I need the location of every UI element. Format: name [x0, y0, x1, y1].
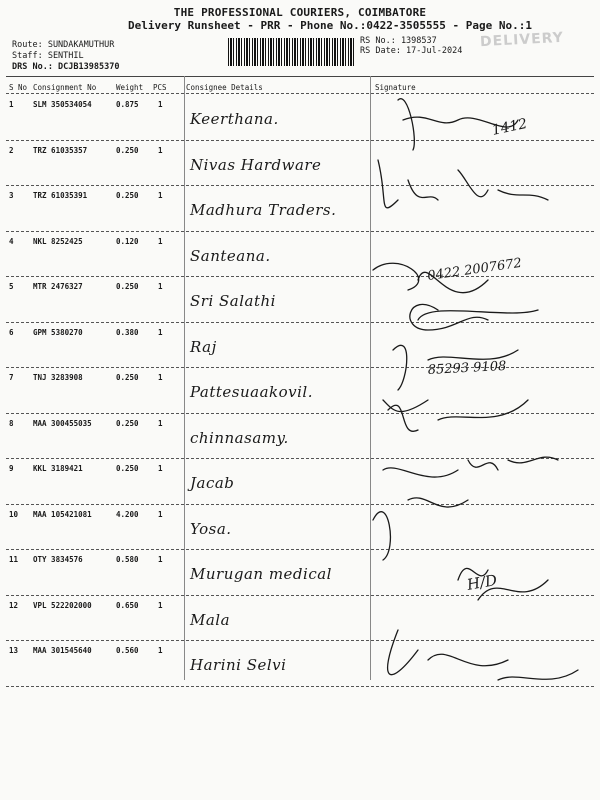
- route-field: Route: SUNDAKAMUTHUR: [12, 40, 115, 50]
- row-sno: 9: [9, 464, 14, 473]
- row-consignment-no: TRZ 61035357: [33, 145, 88, 155]
- row-sno: 4: [9, 236, 14, 246]
- row-pcs: 1: [158, 646, 163, 655]
- row-sno: 11: [9, 555, 19, 564]
- row-consignment-no: MAA 300455035: [33, 418, 92, 428]
- row-consignee: Murugan medical: [190, 565, 332, 583]
- row-weight: 0.250: [116, 373, 139, 382]
- row-sno: 8: [9, 418, 14, 428]
- row-consignment-no: GPM 5380270: [33, 327, 83, 337]
- row-pcs: 1: [158, 145, 163, 155]
- row-pcs: 1: [158, 418, 163, 428]
- staff-field: Staff: SENTHIL: [12, 51, 84, 61]
- row-consignment-no: MAA 105421081: [33, 509, 92, 519]
- row-consignee: chinnasamy.: [190, 428, 289, 447]
- row-weight: 0.250: [116, 145, 139, 155]
- row-sno: 7: [9, 373, 14, 382]
- row-pcs: 1: [158, 100, 163, 109]
- row-pcs: 1: [158, 373, 163, 382]
- row-pcs: 1: [158, 555, 163, 564]
- delivery-stamp: DELIVERY: [479, 29, 565, 51]
- col-header-sno: S No: [9, 83, 28, 92]
- row-sno: 10: [9, 509, 19, 519]
- row-consignment-no: NKL 8252425: [33, 236, 83, 246]
- row-consignment-no: SLM 350534054: [33, 100, 92, 109]
- row-pcs: 1: [158, 191, 163, 200]
- drs-number: DRS No.: DCJB13985370: [12, 62, 120, 72]
- row-weight: 0.250: [116, 282, 139, 291]
- row-consignee: Santeana.: [190, 246, 271, 265]
- row-consignee: Raj: [190, 337, 217, 356]
- row-consignee: Jacab: [190, 474, 235, 492]
- row-pcs: 1: [158, 282, 163, 291]
- row-pcs: 1: [158, 464, 163, 473]
- row-consignee: Pattesuaakovil.: [190, 383, 313, 401]
- row-weight: 0.380: [116, 327, 139, 337]
- col-header-signature: Signature: [375, 83, 416, 92]
- row-pcs: 1: [158, 600, 163, 610]
- row-weight: 4.200: [116, 509, 139, 519]
- col-header-consignment: Consignment No: [33, 83, 97, 92]
- row-sno: 2: [9, 145, 14, 155]
- row-sno: 1: [9, 100, 14, 109]
- row-weight: 0.875: [116, 100, 139, 109]
- row-consignment-no: TRZ 61035391: [33, 191, 88, 200]
- row-sno: 6: [9, 327, 14, 337]
- barcode: [228, 38, 354, 66]
- row-consignment-no: VPL 522202000: [33, 600, 92, 610]
- signature-column: [368, 80, 598, 720]
- row-consignee: Madhura Traders.: [190, 201, 337, 219]
- row-consignment-no: OTY 3834576: [33, 555, 83, 564]
- row-sno: 3: [9, 191, 14, 200]
- row-consignee: Harini Selvi: [190, 656, 287, 674]
- row-pcs: 1: [158, 327, 163, 337]
- document-title: THE PROFESSIONAL COURIERS, COIMBATORE: [173, 6, 427, 19]
- row-weight: 0.580: [116, 555, 139, 564]
- signature-note: H/D: [465, 570, 499, 594]
- row-consignment-no: MTR 2476327: [33, 282, 83, 291]
- col-header-consignee: Consignee Details: [186, 83, 263, 92]
- signature-note: 85293 9108: [427, 358, 507, 378]
- signature-note: 1412: [490, 115, 529, 139]
- document-subtitle: Delivery Runsheet - PRR - Phone No.:0422-3505555 - Page No.:1: [128, 19, 532, 32]
- row-weight: 0.120: [116, 236, 139, 246]
- row-consignment-no: MAA 301545640: [33, 646, 92, 655]
- row-consignee: Sri Salathi: [190, 292, 276, 310]
- row-pcs: 1: [158, 236, 163, 246]
- row-weight: 0.650: [116, 600, 139, 610]
- row-weight: 0.560: [116, 646, 139, 655]
- row-weight: 0.250: [116, 418, 139, 428]
- row-consignment-no: TNJ 3283908: [33, 373, 83, 382]
- col-header-weight: Weight: [116, 83, 144, 92]
- row-sno: 12: [9, 600, 19, 610]
- row-consignee: Nivas Hardware: [190, 155, 322, 174]
- signature-note: 0422 2007672: [426, 255, 523, 284]
- rs-number: RS No.: 1398537: [360, 36, 437, 46]
- row-consignee: Keerthana.: [190, 110, 279, 128]
- row-consignee: Mala: [190, 610, 231, 629]
- column-divider: [184, 76, 185, 680]
- rs-date: RS Date: 17-Jul-2024: [360, 46, 463, 56]
- row-consignee: Yosa.: [190, 519, 232, 538]
- row-consignment-no: KKL 3189421: [33, 464, 83, 473]
- row-weight: 0.250: [116, 191, 139, 200]
- col-header-pcs: PCS: [153, 83, 167, 92]
- table-top-rule: [6, 76, 594, 77]
- row-weight: 0.250: [116, 464, 139, 473]
- row-sno: 5: [9, 282, 14, 291]
- signatures-drawing: [368, 80, 598, 720]
- row-sno: 13: [9, 646, 19, 655]
- row-pcs: 1: [158, 509, 163, 519]
